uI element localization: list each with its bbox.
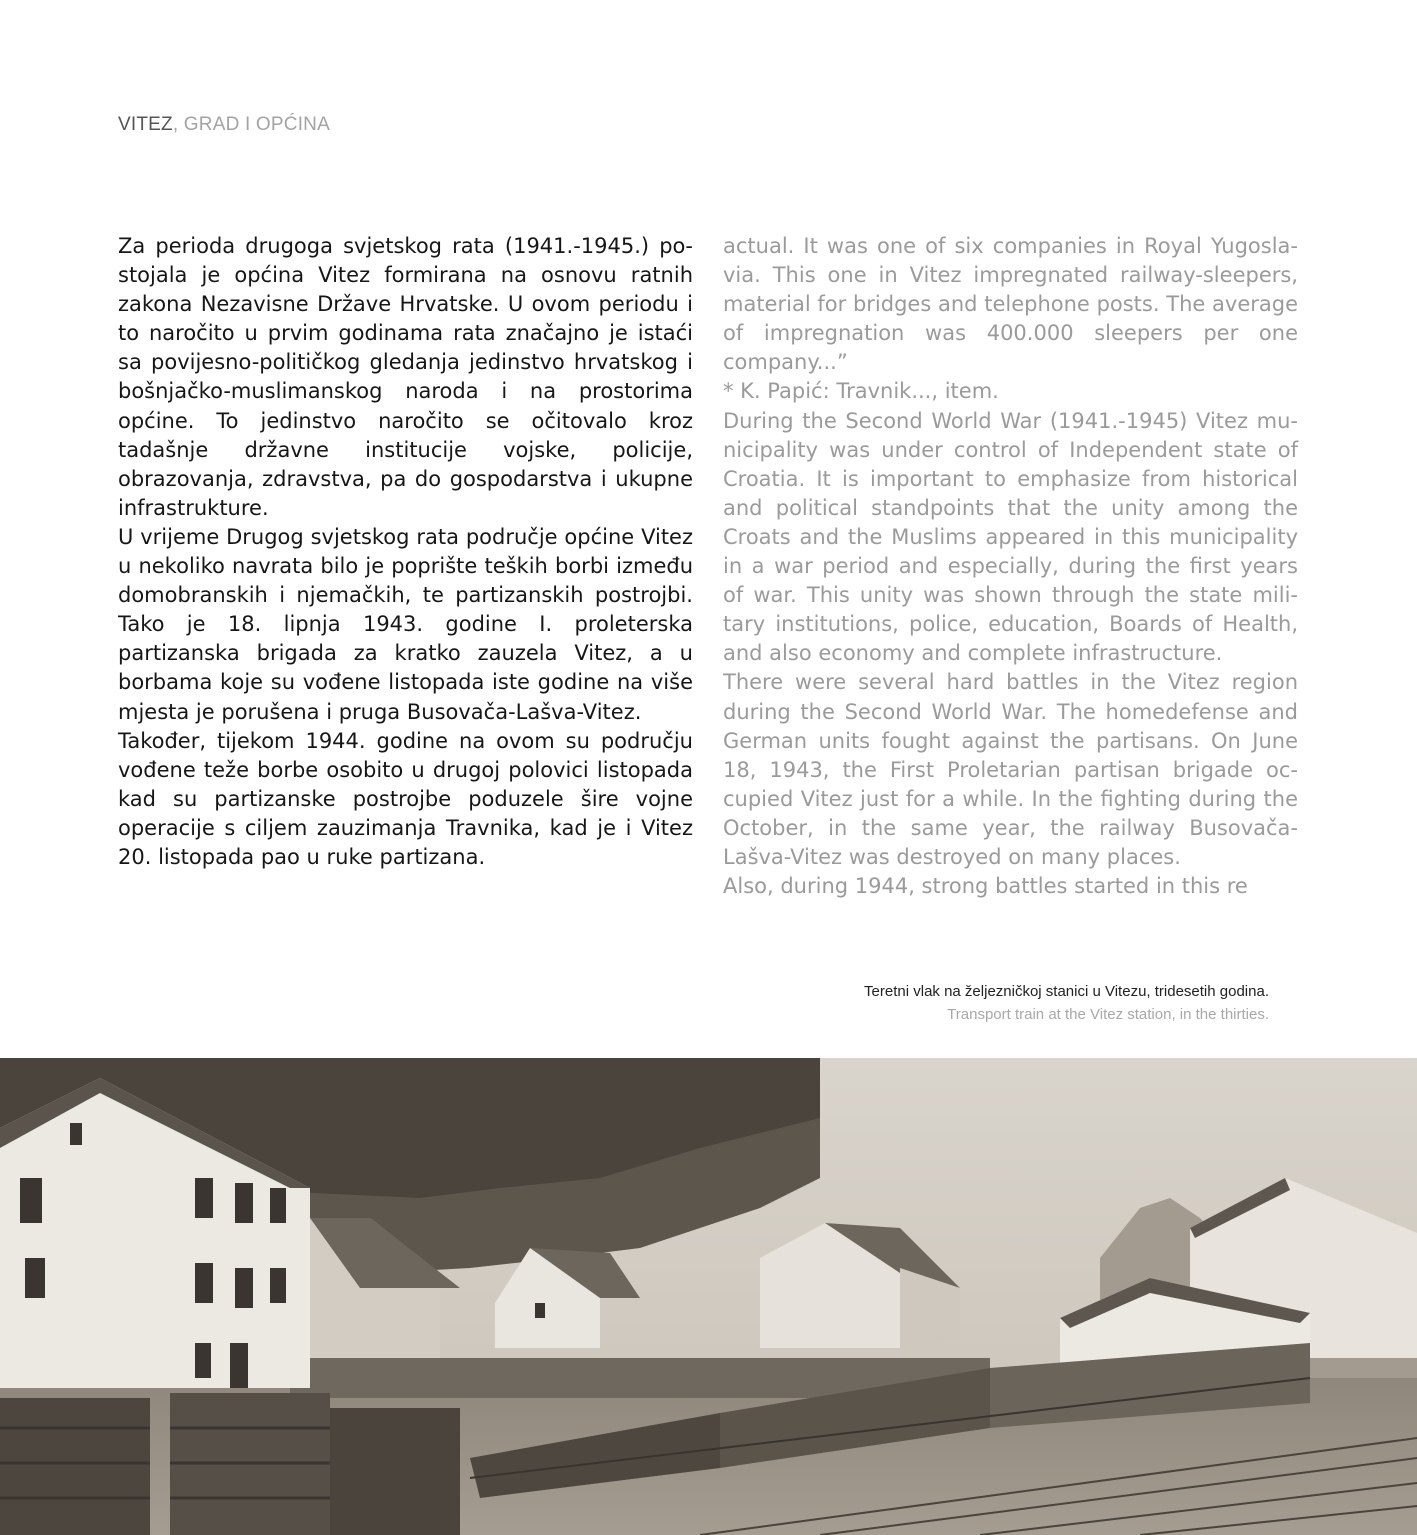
caption-english: Transport train at the Vitez station, in the thirties.: [947, 1006, 1269, 1023]
paragraph: Also, during 1944, strong battles started in this re: [723, 874, 1248, 899]
photo-caption: [864, 980, 1269, 1026]
caption-croatian: Teretni vlak na željezničkoj stanici u Vitezu, tridesetih godina.: [864, 983, 1269, 1000]
paragraph: During the Second World War (1941.-1945) Vitez municipality was under control of Independent state of Croatia. It is important to emphasize from historical and political standpoints that the unity among the Croats and the Muslims appeared in this municipality in a war period and especially, during the first years of war. This unity was shown through the state military institutions, police, education, Boards of Health, and also economy and complete infrastructure.: [723, 408, 1298, 666]
running-header: [118, 114, 330, 136]
header-subtitle: , GRAD I OPĆINA: [172, 114, 330, 135]
english-text-column: [723, 232, 1298, 901]
paragraph: There were several hard battles in the Vitez region during the Second World War. The homedefense and German units fought against the partisans. On June 18, 1943, the First Proletarian partisan brigade occupied Vitez just for a while. In the fighting during the October, in the same year, the railway Busovača-Lašva-Vitez was destroyed on many places.: [723, 670, 1298, 869]
paragraph: actual. It was one of six companies in Royal Yugoslavia. This one in Vitez impregnated railway-sleepers, material for bridges and telephone posts. The average of impregnation was 400.000 sleepers per one company...”: [723, 234, 1298, 375]
paragraph: Također, tijekom 1944. godine na ovom su području vođene teže borbe osobito u drugoj polovici listopada kad su partizanske postrojbe poduzele šire vojne operacije s ciljem zauzimanja Travnika, kad je i Vitez 20. listopada pao u ruke partizana.: [118, 728, 693, 869]
historic-train-station-photo: [0, 1058, 1417, 1535]
croatian-text-column: [118, 232, 693, 872]
footnote: * K. Papić: Travnik..., item.: [723, 379, 999, 404]
paragraph: Za perioda drugoga svjetskog rata (1941.-1945.) postojala je općina Vitez formirana na osnovu ratnih zakona Nezavisne Države Hrvatske. U ovom periodu i to naročito u prvim godinama rata značajno je istaći sa povijesno-političkog gledanja jedinstvo hrvatskog i bošnjačko-muslimanskog naroda i na prostorima općine. To jedinstvo naročito se očitovalo kroz tadašnje državne institucije vojske, policije, obrazovanja, zdravstva, pa do gospodarstva i ukupne infrastrukture.: [118, 234, 693, 520]
paragraph: U vrijeme Drugog svjetskog rata područje općine Vitez u nekoliko navrata bilo je poprište teških borbi između domobranskih i njemačkih, te partizanskih postrojbi. Tako je 18. lipnja 1943. godine I. proleterska partizanska brigada za kratko zauzela Vitez, a u borbama koje su vođene listopada iste godine na više mjesta je porušena i pruga Busovača-Lašva-Vitez.: [118, 524, 693, 724]
header-title: VITEZ: [118, 114, 173, 135]
stacked-railway-sleepers: [0, 1393, 460, 1535]
